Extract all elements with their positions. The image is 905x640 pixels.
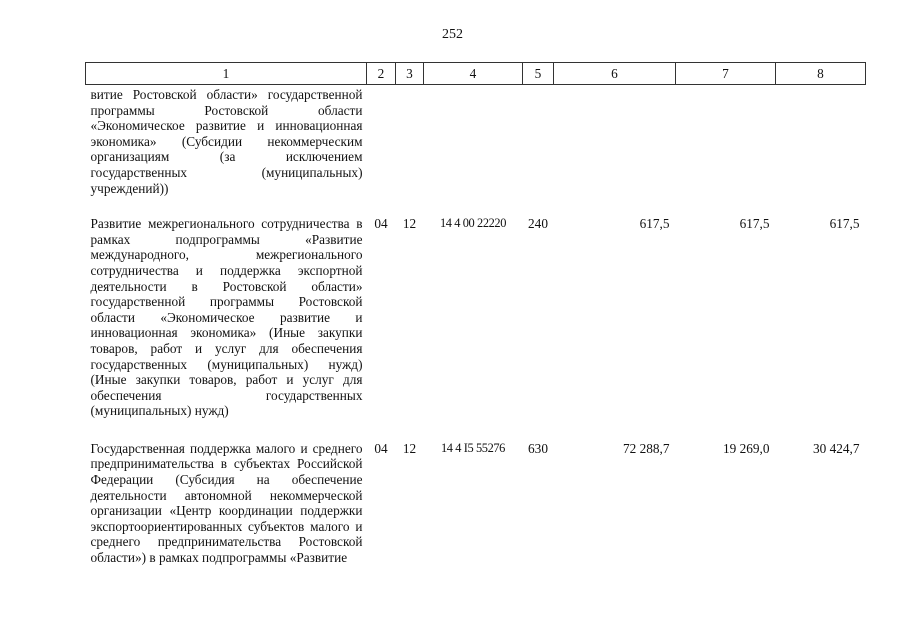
row-description: Развитие межрегионального сотрудничества в рамках подпрограммы «Развитие международного, межрегионального сотрудничества и поддержка экспортной деятельности в Ростовской области» государственной программы Ростовской области «Экономическое развитие и инновационная экономика» (Иные закупки товаров, работ и услуг для обеспечения государственных (муниципальных) нужд) (Иные закупки товаров, работ и услуг для обеспечения государственных (муниципальных) нужд) — [90, 216, 363, 419]
row-vr — [523, 85, 554, 209]
row-csr: 14 4 I5 55276 — [441, 440, 505, 455]
row-value-2019: 617,5 — [639, 216, 670, 232]
row-description: витие Ростовской области» государственной программы Ростовской области «Экономическое развитие и инновационная экономика» (Субсидии некоммерческим организациям (за исключением государственных (муниципальных) учреждений)) — [90, 87, 363, 196]
row-pr: 12 — [402, 440, 417, 456]
column-header: 1 — [86, 63, 367, 85]
row-value-2019 — [554, 85, 676, 209]
column-header: 4 — [424, 63, 523, 85]
row-pr: 12 — [402, 216, 417, 232]
column-header: 3 — [396, 63, 424, 85]
row-vr: 630 — [528, 440, 548, 456]
budget-table — [85, 62, 866, 580]
row-value-2021 — [776, 85, 866, 209]
row-csr: 14 4 00 22220 — [439, 216, 507, 231]
column-header: 2 — [367, 63, 396, 85]
row-pr — [396, 85, 424, 209]
row-vr: 240 — [528, 216, 548, 232]
row-rz: 04 — [374, 440, 388, 456]
table-row — [86, 85, 866, 209]
column-header: 5 — [523, 63, 554, 85]
column-header: 6 — [554, 63, 676, 85]
table-row — [86, 433, 866, 580]
row-value-2020: 19 269,0 — [722, 440, 770, 456]
row-value-2021: 617,5 — [829, 216, 860, 232]
row-value-2020: 617,5 — [739, 216, 770, 232]
page-number: 252 — [442, 27, 463, 42]
table-row — [86, 208, 866, 433]
row-rz — [367, 85, 396, 209]
row-csr — [424, 85, 523, 209]
row-description: Государственная поддержка малого и среднего предпринимательства в субъектах Российской Федерации (Субсидия на обеспечение деятельности автономной некоммерческой организации «Центр координации поддержки экспортоориентированных субъектов малого и среднего предпринимательства Ростовской области») в рамках подпрограммы «Развитие — [90, 440, 363, 566]
column-header: 7 — [676, 63, 776, 85]
row-rz: 04 — [374, 216, 388, 232]
row-value-2019: 72 288,7 — [622, 440, 670, 456]
header-row — [86, 63, 866, 85]
row-value-2020 — [676, 85, 776, 209]
column-header: 8 — [776, 63, 866, 85]
row-value-2021: 30 424,7 — [812, 440, 860, 456]
